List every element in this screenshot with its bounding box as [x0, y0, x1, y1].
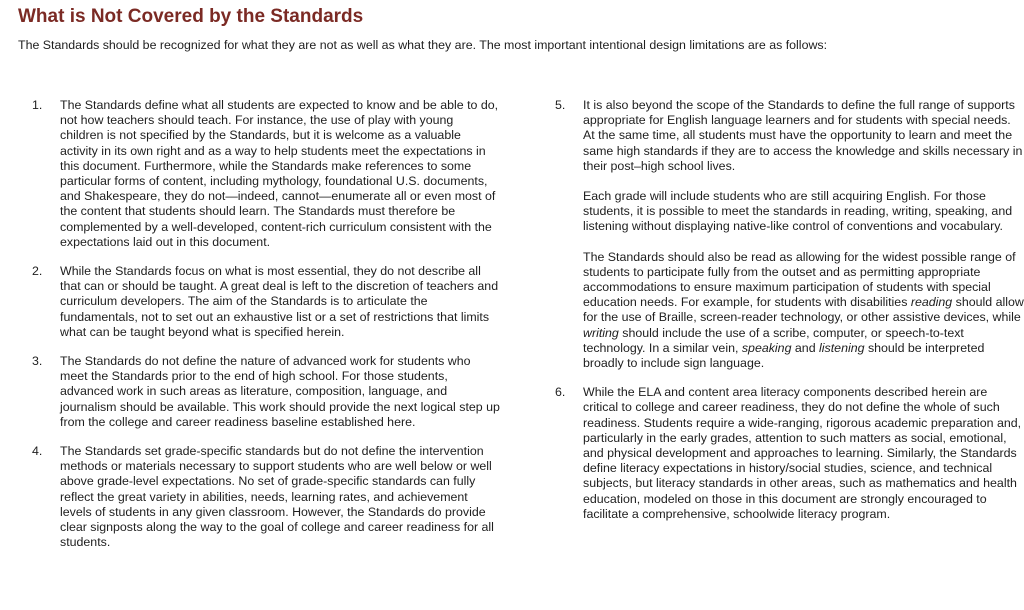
item-text: The Standards set grade-specific standards but do not define the intervention methods or materials necessary to support students who are well below or well above grade-level expectations. No set of grade-specific standards can fully reflect the great variety in abilities, needs, learning rates, and achievement levels of students in any given classroom. However, the Standards do provide clear signposts along the way to the goal of college and career readiness for all students. [60, 444, 494, 550]
item-text: The Standards define what all students are expected to know and be able to do, not how teachers should teach. For instance, the use of play with young children is not specified by the Standards, but it is welcome as a valuable activity in its own right and as a way to help students meet the expectations in this document. Furthermore, while the Standards make references to some particular forms of content, including mythology, foundational U.S. documents, and Shakespeare, they do not—indeed, cannot—enumerate all or even most of the content that students should learn. The Standards must therefore be complemented by a well-developed, content-rich curriculum consistent with the expectations laid out in this document. [60, 98, 499, 249]
emphasis-reading: reading [910, 295, 953, 310]
intro-text: The Standards should be recognized for what they are not as well as what they are. The most important intentional design limitations are as follows: [18, 38, 828, 52]
item-paragraph-1: It is also beyond the scope of the Standards to define the full range of supports appropriate for English language learners and for students with special needs. At the same time, all students must have the opportunity to learn and meet the same high standards if they are to access the knowledge and skills necessary in their post–high school lives. [583, 98, 1023, 173]
left-column [0, 98, 500, 564]
item-number: 6. [555, 385, 566, 400]
item-paragraph-2: Each grade will include students who are still acquiring English. For those students, it is possible to meet the standards in reading, writing, speaking, and listening without displaying native-like control of conventions and vocabulary. [583, 189, 1013, 234]
item-paragraph-3 [583, 250, 1024, 372]
text-span: The Standards should also be read as allowing for the widest possible range of students to participate fully from the outset and as permitting appropriate accommodations to ensure maximum participation of students with special education needs. For example, for students with disabilities [583, 249, 1016, 310]
text-span: and [791, 340, 820, 355]
page-title: What is Not Covered by the Standards [18, 6, 364, 27]
list-item-2 [0, 264, 500, 340]
item-number: 1. [32, 98, 43, 112]
item-text: While the Standards focus on what is most essential, they do not describe all that can or should be taught. A great deal is left to the discretion of teachers and curriculum developers. The aim of the Standards is to articulate the fundamentals, not to set out an exhaustive list or a set of restrictions that limits what can be taught beyond what is specified herein. [60, 264, 499, 339]
list-item-4 [0, 444, 500, 550]
item-number: 5. [555, 98, 566, 112]
list-item-5 [520, 98, 1024, 371]
item-text: The Standards do not define the nature of advanced work for students who meet the Standards prior to the end of high school. For those students, advanced work in such areas as literature, composition, language, and journalism should be available. This work should provide the next logical step up from the college and career readiness baseline established here. [60, 354, 500, 429]
right-column [520, 98, 1024, 536]
emphasis-writing: writing [583, 325, 619, 340]
item-text: While the ELA and content area literacy components described herein are critical to college and career readiness, they do not define the whole of such readiness. Students require a wide-ranging, rigorous academic preparation and, particularly in the early grades, attention to such matters as social, emotional, and physical development and approaches to learning. Similarly, the Standards define literacy expectations in history/social studies, science, and technical subjects, but literacy standards in other areas, such as mathematics and health education, modeled on those in this document are strongly encouraged to facilitate a comprehensive, schoolwide literacy program. [583, 385, 1022, 521]
list-item-6 [520, 385, 1024, 522]
text-span: should include the use of a scribe, computer, or speech-to-text technology. In a similar vein, [583, 325, 964, 355]
emphasis-speaking: speaking [741, 340, 792, 355]
item-number: 2. [32, 264, 43, 279]
text-span: should allow for the use of Braille, screen-reader technology, or other assistive devices, while [583, 295, 1024, 325]
item-number: 3. [32, 354, 43, 369]
list-item-3 [0, 354, 500, 430]
list-item-1 [0, 98, 500, 250]
text-span: should be interpreted broadly to include sign language. [583, 340, 985, 371]
emphasis-listening: listening [819, 340, 865, 355]
item-number: 4. [32, 444, 43, 459]
